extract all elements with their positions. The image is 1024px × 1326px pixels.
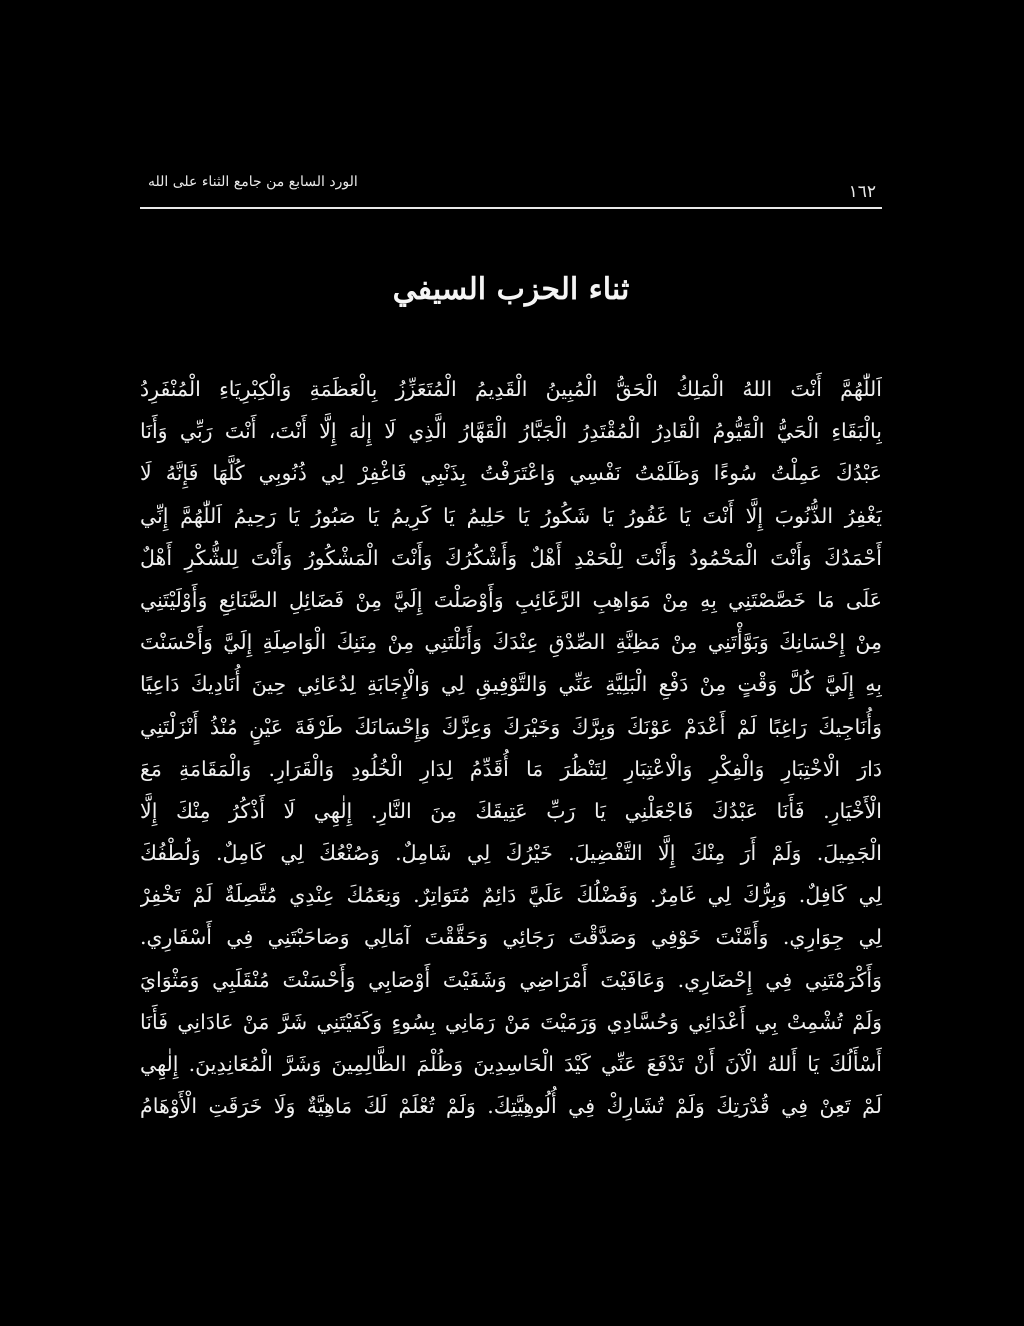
body-text: [140, 368, 882, 1127]
text-line: دَارَ الْاخْتِبَارِ وَالْفِكْرِ وَالْاعْتِبَارِ لِتَنْظُرَ مَا أُقَدِّمُ لِدَارِ الْخُلُودِ وَالْقَرَارِ. وَالْمَقَامَةِ مَعَ: [140, 756, 882, 781]
text-line: لِي كَافِلٌ. وَبِرُّكَ لِي غَامِرٌ. وَفَضْلُكَ عَلَيَّ دَائِمٌ مُتَوَاتِرٌ. وَنِعَمُكَ عِنْدِي مُتَّصِلَةٌ لَمْ تَخْفِرْ: [140, 883, 882, 908]
text-line: وَأَكْرَمْتَنِي فِي إِحْضَارِي. وَعَافَيْتَ أَمْرَاضِي وَشَفَيْتَ أَوْصَابِي وَأَحْسَنْتَ مُنْقَلَبِي وَمَثْوَايَ: [140, 967, 882, 992]
text-line: عَبْدُكَ عَمِلْتُ سُوءًا وَظَلَمْتُ نَفْسِي وَاعْتَرَفْتُ بِذَنْبِي فَاغْفِرْ لِي ذُنُوبِي كُلَّهَا فَإِنَّهُ لَا: [140, 461, 882, 486]
text-line: الْجَمِيلَ. وَلَمْ أَرَ مِنْكَ إِلَّا التَّفْضِيلَ. خَيْرُكَ لِي شَامِلٌ. وَصُنْعُكَ لِي كَامِلٌ. وَلُطْفُكَ: [140, 841, 882, 866]
section-heading: ثناء الحزب السيفي: [392, 272, 630, 307]
text-line: اَللّٰهُمَّ أَنْتَ اللهُ الْمَلِكُ الْحَقُّ الْمُبِينُ الْقَدِيمُ الْمُتَعَزِّزُ بِالْعَظَمَةِ وَالْكِبْرِيَاءِ الْمُنْفَرِدُ: [140, 377, 882, 401]
text-line: لِي جِوَارِي. وَأَمَّنْتَ خَوْفِي وَصَدَّقْتَ رَجَائِي وَحَقَّقْتَ آمَالِي وَصَاحَبْتَنِي فِي أَسْفَارِي.: [140, 925, 882, 950]
text-line: عَلَى مَا خَصَّصْتَنِي بِهِ مِنْ مَوَاهِبِ الرَّغَائِبِ وَأَوْصَلْتَ إِلَيَّ مِنْ فَضَائِلِ الصَّنَائِعِ وَأَوْلَيْتَنِي: [140, 587, 882, 612]
text-line: أَسْأَلُكَ يَا أَللهُ الْآنَ أَنْ تَدْفَعَ عَنِّي كَيْدَ الْحَاسِدِينَ وَظُلْمَ الظَّالِمِينَ وَشَرَّ الْمُعَانِدِينَ. إِلٰهِي: [140, 1052, 882, 1076]
header-divider: [140, 207, 882, 209]
text-line: أَحْمَدُكَ وَأَنْتَ الْمَحْمُودُ وَأَنْتَ لِلْحَمْدِ أَهْلٌ وَأَشْكُرُكَ وَأَنْتَ الْمَشْكُورُ وَأَنْتَ لِلشُّكْرِ أَهْلٌ: [140, 545, 882, 570]
text-line: الْأَخْيَارِ. فَأَنَا عَبْدُكَ فَاجْعَلْنِي يَا رَبِّ عَتِيقَكَ مِنَ النَّارِ. إِلٰهِي لَا أَذْكُرُ مِنْكَ إِلَّا: [140, 798, 882, 823]
text-line: بِهِ إِلَيَّ كُلَّ وَقْتٍ مِنْ دَفْعِ الْبَلِيَّةِ عَنِّي وَالتَّوْفِيقِ لِي وَالْإِجَابَةِ لِدُعَائِي حِينَ أُنَادِيكَ دَاعِيًا: [140, 672, 882, 697]
text-line: مِنْ إِحْسَانِكَ وَبَوَّأْتَنِي مِنْ مَظِنَّةِ الصِّدْقِ عِنْدَكَ وَأَنَلْتَنِي مِنْ مِنَنِكَ الْوَاصِلَةِ إِلَيَّ وَأَحْسَنْتَ: [140, 630, 882, 655]
page-number: ١٦٢: [848, 182, 876, 202]
text-line: وَأُنَاجِيكَ رَاغِبًا لَمْ أَعْدَمْ عَوْنَكَ وَبِرَّكَ وَخَيْرَكَ وَعِزَّكَ وَإِحْسَانَكَ طَرْفَةَ عَيْنٍ مُنْذُ أَنْزَلْتَنِي: [140, 714, 882, 739]
text-line: يَغْفِرُ الذُّنُوبَ إِلَّا أَنْتَ يَا غَفُورُ يَا شَكُورُ يَا حَلِيمُ يَا كَرِيمُ يَا صَبُورُ يَا رَحِيمُ اَللّٰهُمَّ إِنِّي: [140, 503, 882, 528]
text-line: وَلَمْ تُشْمِتْ بِي أَعْدَائِي وَحُسَّادِي وَرَمَيْتَ مَنْ رَمَانِي بِسُوءٍ وَكَفَيْتَنِي شَرَّ مَنْ عَادَانِي فَأَنَا: [140, 1009, 882, 1034]
running-title: الورد السابع من جامع الثناء على الله: [148, 174, 358, 190]
text-line: لَمْ تَعِنْ فِي قُدْرَتِكَ وَلَمْ تُشَارِكْ فِي أُلُوهِيَّتِكَ. وَلَمْ تُعْلَمْ لَكَ مَاهِيَّةٌ وَلَا خَرَقَتِ الْأَوْهَامُ: [140, 1094, 882, 1119]
text-line: بِالْبَقَاءِ الْحَيُّ الْقَيُّومُ الْقَادِرُ الْمُقْتَدِرُ الْجَبَّارُ الْقَهَّارُ الَّذِي لَا إِلٰهَ إِلَّا أَنْتَ، أَنْتَ رَبِّي وَأَنَا: [140, 419, 882, 444]
running-header: [140, 170, 880, 210]
